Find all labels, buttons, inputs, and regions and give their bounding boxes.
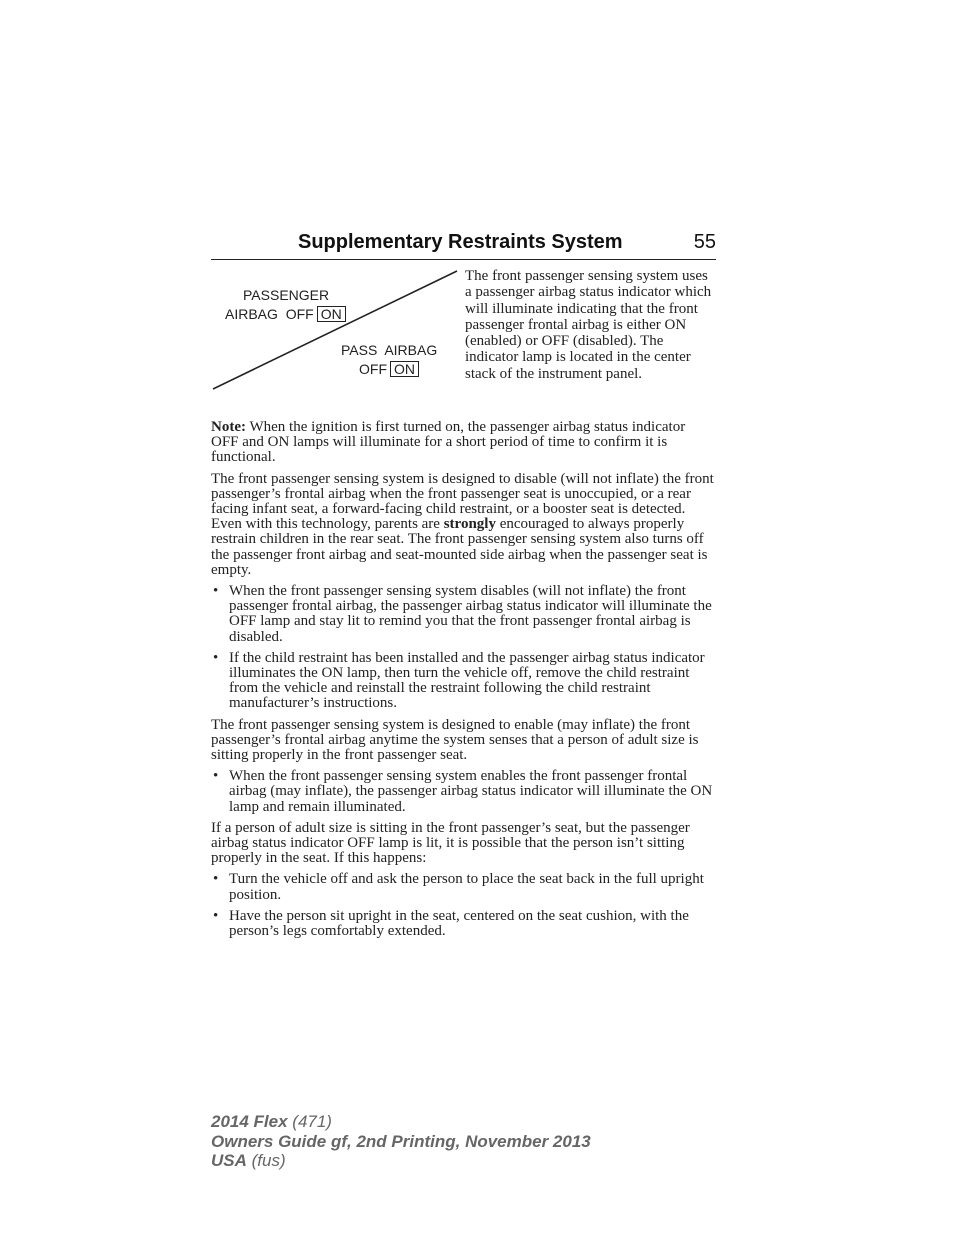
pass-airbag-label (341, 342, 437, 358)
list-item: • Turn the vehicle off and ask the person to place the seat back in the full upright position. (211, 872, 716, 902)
remedy-bullet-list (211, 872, 716, 939)
paragraph-text: The front passenger sensing system is designed to disable (will not inflate) the front passenger’s frontal airbag when the front passenger seat is unoccupied, or a rear facing infant seat, a forward-facing child restraint, or a booster seat is detected. Even with this technology, parents are (211, 470, 714, 533)
note-text: When the ignition is first turned on, the passenger airbag status indicator OFF and ON lamps will illuminate for a short period of time to confirm it is functional. (211, 419, 686, 466)
page-footer (211, 1112, 591, 1171)
off-label: OFF (359, 361, 387, 377)
footer-market: USA (211, 1151, 247, 1170)
note-paragraph (211, 420, 716, 466)
list-item: • When the front passenger sensing system enables the front passenger frontal airbag (may inflate), the passenger airbag status indicator will illuminate the ON lamp and remain illuminated. (211, 769, 716, 815)
on-boxed-label: ON (390, 361, 419, 377)
disable-bullet-list (211, 584, 716, 712)
paragraph-text: encouraged to always properly restrain children in the rear seat. The front passenger sensing system also turns off the passenger front airbag and seat-mounted side airbag when the passenger seat is empty. (211, 516, 708, 578)
pass-label: PASS (341, 342, 378, 358)
section-title: Supplementary Restraints System (298, 231, 623, 253)
pass-off-on-label (359, 361, 419, 377)
footer-guide: Owners Guide gf, 2nd Printing, November 2013 (211, 1131, 591, 1151)
enable-bullet-list (211, 769, 716, 815)
enable-paragraph: The front passenger sensing system is designed to enable (may inflate) the front passenger’s frontal airbag anytime the system senses that a person of adult size is sitting properly in the front passenger seat. (211, 716, 699, 764)
airbag-label: AIRBAG (225, 306, 278, 322)
note-label: Note: (211, 419, 246, 435)
off-label: OFF (285, 306, 314, 322)
footer-guide-line (211, 1132, 591, 1152)
footer-model-line (211, 1112, 591, 1132)
passenger-airbag-off-on-label (225, 306, 346, 322)
on-boxed-label: ON (317, 306, 346, 322)
footer-model: 2014 Flex (211, 1112, 288, 1131)
footer-model-code: (471) (287, 1112, 332, 1131)
main-body-text (211, 420, 716, 945)
footer-market-line (211, 1151, 591, 1171)
diagonal-divider-line (211, 265, 461, 395)
disable-paragraph (211, 472, 716, 578)
emphasis-strongly: strongly (443, 516, 496, 533)
page-header (211, 230, 716, 260)
footer-market-code: (fus) (246, 1151, 286, 1170)
page-number: 55 (693, 231, 716, 253)
indicator-description: The front passenger sensing system uses a passenger airbag status indicator which will illuminate indicating that the front passenger frontal airbag is either ON (enabled) or OFF (disabled). The indicator lamp is located in the center stack of the instrument panel. (465, 268, 712, 382)
list-item: • If the child restraint has been installed and the passenger airbag status indicator illuminates the ON lamp, then turn the vehicle off, remove the child restraint from the vehicle and reinstall the restraint following the child restraint manufacturer’s instructions. (211, 651, 716, 712)
airbag-label: AIRBAG (384, 342, 438, 358)
passenger-label: PASSENGER (243, 287, 330, 303)
list-item: • Have the person sit upright in the seat, centered on the seat cushion, with the person’s legs comfortably extended. (211, 909, 716, 939)
airbag-status-indicator-figure (211, 265, 461, 395)
adult-off-paragraph: If a person of adult size is sitting in the front passenger’s seat, but the passenger airbag status indicator OFF lamp is lit, it is possible that the person isn’t sitting properly in the seat. If this happens: (211, 819, 690, 867)
list-item: • When the front passenger sensing system disables (will not inflate) the front passenger frontal airbag, the passenger airbag status indicator will illuminate the OFF lamp and stay lit to remind you that the front passenger frontal airbag is disabled. (211, 584, 716, 645)
